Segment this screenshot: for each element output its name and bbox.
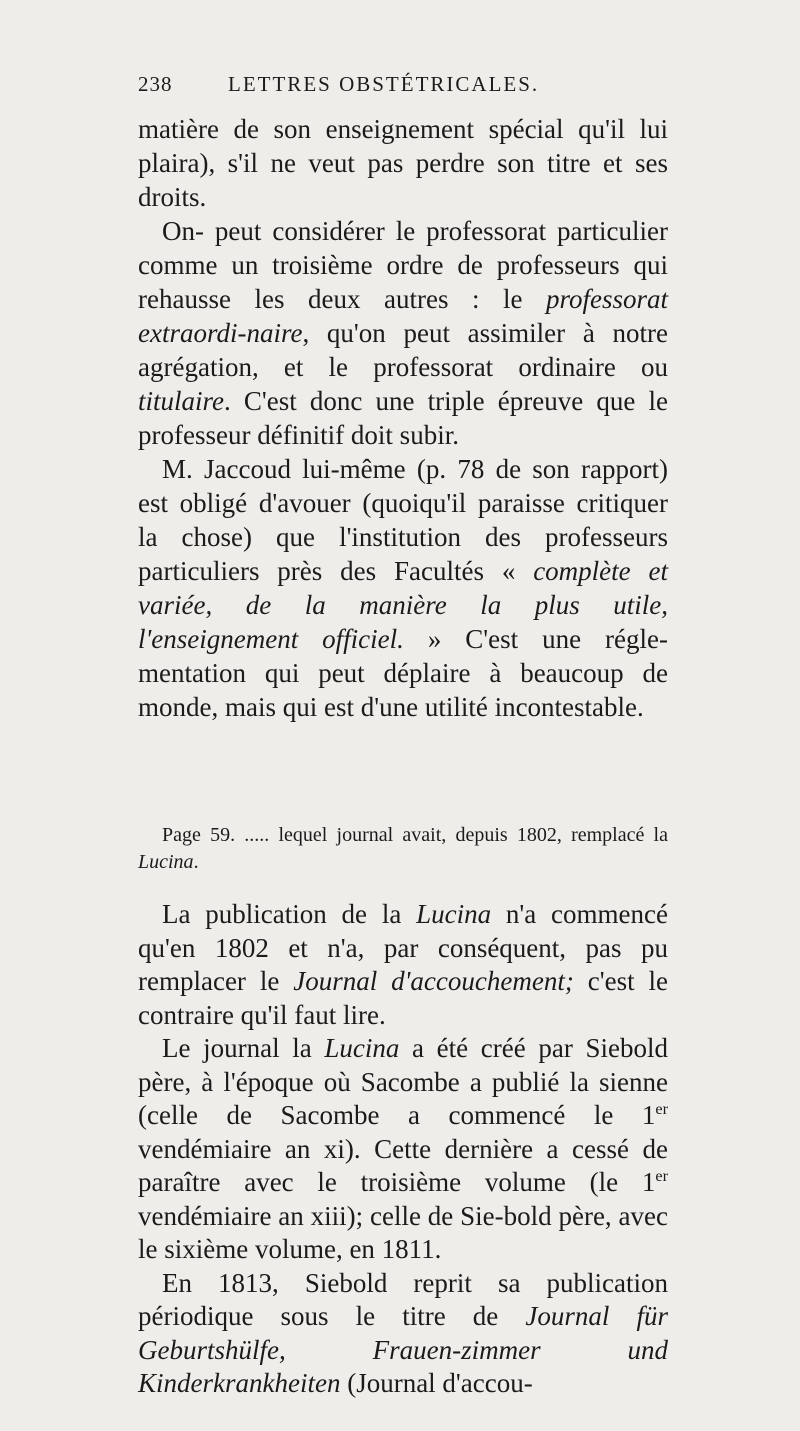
running-title: LETTRES OBSTÉTRICALES. [228,72,540,96]
main-text-bottom [138,898,668,1401]
paragraph-1: matière de son enseignement spécial qu'il lui plaira), s'il ne veut pas perdre son titre et ses droits. [138,114,668,212]
paragraph-5: Le journal la Lucina a été créé par Siebold père, à l'époque où Sacombe a publié la sienne (celle de Sacombe a commencé le 1er vendémiaire an xi). Cette dernière a cessé de paraître avec le troisième volume (le 1er vendémiaire an xiii); celle de Sie-bold père, avec le sixième volume, en 1811. [138,1033,668,1264]
erratum-note: Page 59. ..... lequel journal avait, depuis 1802, remplacé la Lucina. [138,824,668,873]
paragraph-6: En 1813, Siebold reprit sa publication périodique sous le titre de Journal für Geburtshülfe, Frauen-zimmer und Kinderkrankheiten (Journal d'accou- [138,1267,668,1398]
paragraph-3: M. Jaccoud lui-même (p. 78 de son rapport) est obligé d'avouer (quoiqu'il paraisse critiquer la chose) que l'institution des professeurs particuliers près des Facultés « complète et variée, de la manière la plus utile, l'enseignement officiel. » C'est une régle-mentation qui peut déplaire à beaucoup de monde, mais qui est d'une utilité incontestable. [138,454,668,722]
paragraph-4: La publication de la Lucina n'a commencé qu'en 1802 et n'a, par conséquent, pas pu remplacer le Journal d'accouchement; c'est le contraire qu'il faut lire. [138,899,669,1030]
page-header [138,72,678,106]
page-number: 238 [138,72,173,96]
main-text-top [138,112,668,724]
paragraph-2: On- peut considérer le professorat particulier comme un troisième ordre de professeurs qui rehausse les deux autres : le professorat extraordi-naire, qu'on peut assimiler à notre agrégation, et le professorat ordinaire ou titulaire. C'est donc une triple épreuve que le professeur définitif doit subir. [138,216,668,450]
